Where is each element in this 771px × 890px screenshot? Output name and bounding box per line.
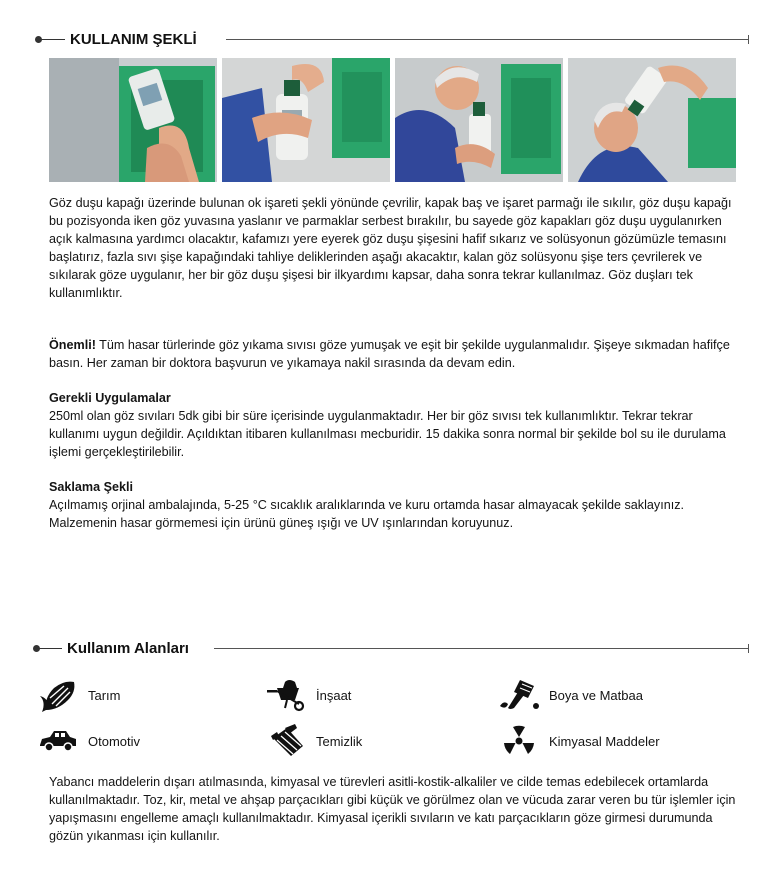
area-item-insaat xyxy=(264,678,351,712)
area-label: İnşaat xyxy=(316,687,352,703)
requirements-title: Gerekli Uygulamalar xyxy=(49,391,171,405)
storage-block xyxy=(49,478,741,532)
area-label: Otomotiv xyxy=(88,733,141,749)
important-text: Tüm hasar türlerinde göz yıkama sıvısı göze yumuşak ve eşit bir şekilde uygulanmalıdır. Şişeye sıkmadan hafifçe basın. Her zaman bir doktora başvurun ve yıkamaya nakil sırasında da devam edin. xyxy=(49,338,730,370)
requirements-text: 250ml olan göz sıvıları 5dk gibi bir süre içerisinde uygulanmaktadır. Her bir göz sıvısı tek kullanımlıktır. Tekrar tekrar kullanımı uygun değildir. Açıldıktan itibaren kullanılması mecburidir. 15 dakika sonra normal bir şekilde bol su ile durulama işlemi gerçekleştirilebilir. xyxy=(49,409,726,459)
area-item-otomotiv xyxy=(36,724,140,758)
areas-section-header xyxy=(0,639,771,659)
usage-description: Göz duşu kapağı üzerinde bulunan ok işareti şekli yönünde çevrilir, kapak baş ve işaret parmağı ile sıkılır, göz duşu kapağı bu pozisyonda iken göz yuvasına yaslanır ve parmaklar serbest bırakılır, bu sayede göz kapakları göz duşu uygulanırken açık kalmasına yardımcı olacaktır, kafamızı yere eyerek göz duşu şişesini hafif sıkarız ve solüsyonun gözümüzle temasını başlatırız, fazla sıvı şişe kapağındaki tahliye deliklerinden aşağı akacaktır, kalan göz solüsyonu şişe ters çevrilerek ve sıkılarak göze uygulanır, her bir göz duşu şişesi bir ilkyardımı kapsar, daha sonra tekrar kullanılmaz. Göz duşları tek kullanımlıktır. xyxy=(49,196,732,300)
usage-section-header xyxy=(0,30,771,50)
header-rule xyxy=(226,39,748,40)
area-label: Boya ve Matbaa xyxy=(549,687,643,703)
areas-description: Yabancı maddelerin dışarı atılmasında, kimyasal ve türevleri asitli-kostik-alkaliler ve cilde temas edebilecek ortamlarda kullanılmaktadır. Toz, kir, metal ve ahşap parçacıkları gibi küçük ve görülmez olan ve vücuda zarar veren bu tür işlemler için yapışmasını engelleme amaçlı kullanılmaktadır. Kimyasal içerikli sıvıların ve katı parçacıkların göze girmesi durumunda gözün yıkanması için kullanılır. xyxy=(49,775,736,843)
usage-section-title: KULLANIM ŞEKLİ xyxy=(70,31,197,48)
storage-text: Açılmamış orjinal ambalajında, 5-25 °C sıcaklık aralıklarında ve kuru ortamda hasar almayacak şekilde saklayınız. Malzemenin hasar görmemesi için ürünü güneş ışığı ve UV ışınlarından koruyunuz. xyxy=(49,498,684,530)
header-lead-line xyxy=(38,648,62,649)
corn-icon xyxy=(36,678,80,712)
wheelbarrow-icon xyxy=(264,678,308,712)
area-label: Tarım xyxy=(88,687,121,703)
car-icon xyxy=(36,724,80,758)
storage-title: Saklama Şekli xyxy=(49,480,134,494)
important-label: Önemli! xyxy=(49,338,96,352)
hand-holding-bottle-photo xyxy=(222,58,390,182)
header-lead-line xyxy=(40,39,65,40)
man-washing-eye-photo xyxy=(568,58,736,182)
area-item-temizlik xyxy=(264,724,362,758)
area-label: Kimyasal Maddeler xyxy=(549,733,660,749)
usage-photo-strip xyxy=(49,58,736,182)
radiation-icon xyxy=(497,724,541,758)
header-rule-end xyxy=(748,35,749,44)
area-item-tarim xyxy=(36,678,121,712)
header-rule xyxy=(214,648,748,649)
paint-brush-icon xyxy=(497,678,541,712)
requirements-block xyxy=(49,389,741,461)
eye-wash-bottle-in-holder-photo xyxy=(49,58,217,182)
area-item-boya-ve-matbaa xyxy=(497,678,643,712)
usage-areas-grid xyxy=(36,672,736,768)
broom-icon xyxy=(264,724,308,758)
header-rule-end xyxy=(748,644,749,653)
important-note xyxy=(49,336,741,372)
man-with-bottle-photo xyxy=(395,58,563,182)
area-label: Temizlik xyxy=(316,733,363,749)
area-item-kimyasal-maddeler xyxy=(497,724,660,758)
areas-section-title: Kullanım Alanları xyxy=(67,640,189,657)
